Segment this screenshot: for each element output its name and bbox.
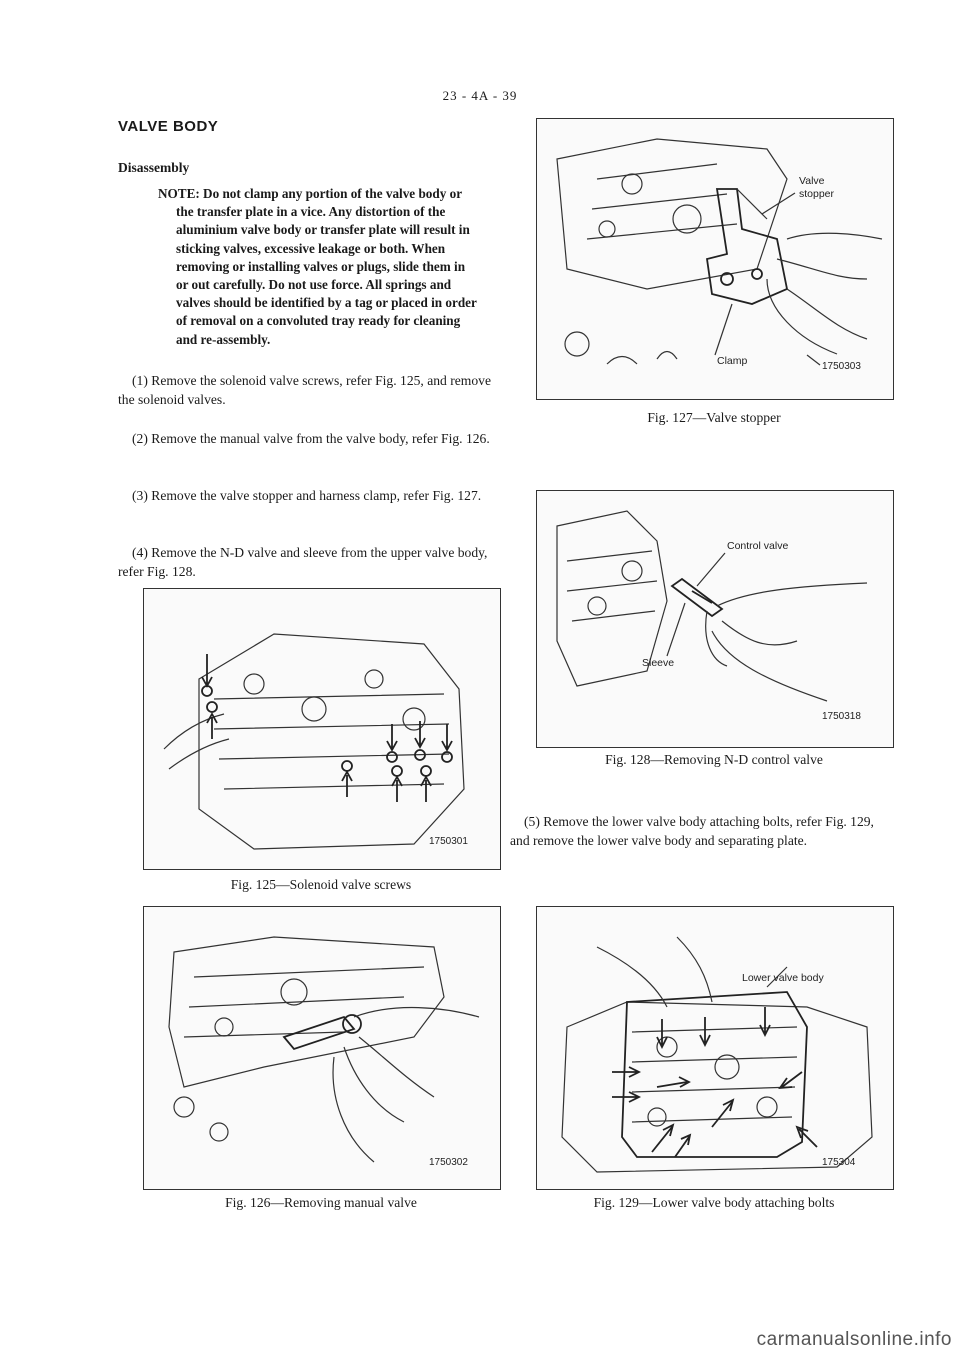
figure-127-valve-stopper [536, 118, 894, 400]
fig129-ref: 175304 [822, 1157, 856, 1168]
step-2: (2) Remove the manual valve from the valve body, refer Fig. 126. [132, 431, 490, 446]
fig129-caption: Fig. 129—Lower valve body attaching bolts [593, 1195, 835, 1210]
fig126-caption: Fig. 126—Removing manual valve [225, 1195, 417, 1210]
label-lower-valve-body: Lower valve body [742, 972, 824, 984]
manual-valve-illustration [144, 907, 500, 1189]
step-3: (3) Remove the valve stopper and harness clamp, refer Fig. 127. [132, 488, 482, 503]
solenoid-screws-illustration [144, 589, 500, 869]
section-title: VALVE BODY [118, 118, 219, 135]
step-4: (4) Remove the N-D valve and sleeve from the upper valve body, refer Fig. 128. [118, 545, 488, 579]
page-number: 23 - 4A - 39 [442, 88, 518, 103]
subheading: Disassembly [118, 160, 190, 175]
label-valve: Valve [799, 175, 825, 187]
step-1: (1) Remove the solenoid valve screws, refer Fig. 125, and remove the solenoid valves. [118, 373, 491, 407]
figure-128-nd-control-valve [536, 490, 894, 748]
watermark: carmanualsonline.info [756, 1329, 952, 1350]
nd-control-valve-illustration [537, 491, 893, 747]
fig126-ref: 1750302 [429, 1157, 468, 1168]
label-stopper: stopper [799, 188, 835, 200]
lower-valve-body-illustration [537, 907, 893, 1189]
step-5: (5) Remove the lower valve body attaching bolts, refer Fig. 129, and remove the lower valve body and separating plate. [510, 814, 874, 848]
label-sleeve: Sleeve [642, 657, 675, 669]
fig127-caption: Fig. 127—Valve stopper [647, 410, 781, 425]
fig125-ref: 1750301 [429, 836, 468, 847]
figure-126-manual-valve [143, 906, 501, 1190]
fig125-caption: Fig. 125—Solenoid valve screws [230, 877, 412, 892]
label-clamp: Clamp [717, 355, 748, 367]
figure-129-lower-valve-body-bolts [536, 906, 894, 1190]
figure-125-solenoid-valve-screws [143, 588, 501, 870]
note-paragraph: NOTE: Do not clamp any portion of the valve body or the transfer plate in a vice. Any distortion of the aluminium valve body or transfer plate will result in sticking valves, excessive leakage or both. When removing or installing valves or plugs, slide them in or out carefully. Do not use force. All springs and valves should be identified by a tag or placed in order of removal on a convoluted tray ready for cleaning and re-assembly. [158, 186, 477, 347]
label-control-valve: Control valve [727, 540, 789, 552]
fig128-caption: Fig. 128—Removing N-D control valve [605, 752, 823, 767]
fig128-ref: 1750318 [822, 711, 861, 722]
valve-stopper-illustration [537, 119, 893, 399]
fig127-ref: 1750303 [822, 361, 861, 372]
